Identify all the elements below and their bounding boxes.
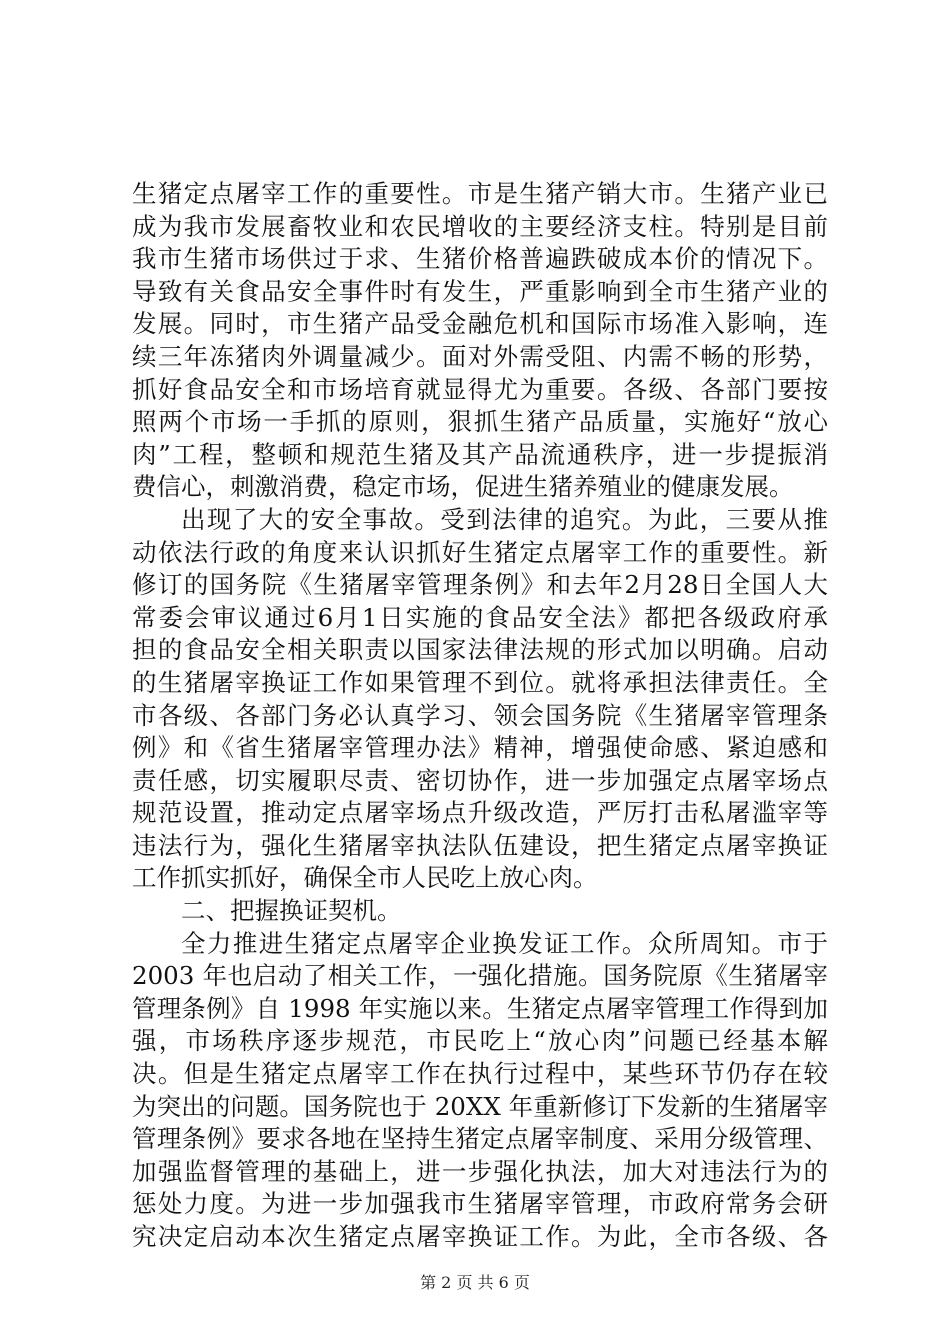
text-line: 动依法行政的角度来认识抓好生猪定点屠宰工作的重要性。新: [132, 537, 828, 567]
text-line: 肉”工程，整顿和规范生猪及其产品流通秩序，进一步提振消: [132, 439, 828, 469]
section-heading: [132, 895, 828, 928]
text-line: 发展。同时，市生猪产品受金融危机和国际市场准入影响，连: [132, 309, 828, 339]
text-line: 规范设置，推动定点屠宰场点升级改造，严厉打击私屠滥宰等: [132, 798, 828, 828]
text-line: 决。但是生猪定点屠宰工作在执行过程中，某些环节仍存在较: [132, 1059, 828, 1089]
text-line: 我市生猪市场供过于求、生猪价格普遍跌破成本价的情况下。: [132, 244, 828, 274]
text-line: 工作抓实抓好，确保全市人民吃上放心肉。: [132, 863, 598, 893]
text-line: 违法行为，强化生猪屠宰执法队伍建设，把生猪定点屠宰换证: [132, 830, 828, 860]
text-line: 担的食品安全相关职责以国家法律法规的形式加以明确。启动: [132, 635, 828, 665]
text-line: 2003 年也启动了相关工作，一强化措施。国务院原《生猪屠宰: [132, 961, 828, 991]
text-line: 导致有关食品安全事件时有发生，严重影响到全市生猪产业的: [132, 276, 828, 306]
text-line: 修订的国务院《生猪屠宰管理条例》和去年2月28日全国人大: [132, 570, 828, 600]
page-number-footer: 第 2 页 共 6 页: [420, 1273, 530, 1292]
text-line: 出现了大的安全事故。受到法律的追究。为此，三要从推: [181, 504, 828, 534]
text-line: 的生猪屠宰换证工作如果管理不到位。就将承担法律责任。全: [132, 667, 828, 697]
text-line: 生猪定点屠宰工作的重要性。市是生猪产销大市。生猪产业已: [132, 179, 828, 208]
text-line: 成为我市发展畜牧业和农民增收的主要经济支柱。特别是目前: [132, 211, 828, 241]
text-line: 市各级、各部门务必认真学习、领会国务院《生猪屠宰管理条: [132, 700, 828, 730]
text-line: 例》和《省生猪屠宰管理办法》精神，增强使命感、紧迫感和: [132, 733, 828, 763]
text-line: 强，市场秩序逐步规范，市民吃上“放心肉”问题已经基本解: [132, 1026, 828, 1056]
paragraph-1: [132, 178, 828, 504]
text-line: 照两个市场一手抓的原则，狠抓生猪产品质量，实施好“放心: [132, 407, 828, 437]
document-body: [132, 178, 828, 1254]
text-line: 费信心，刺激消费，稳定市场，促进生猪养殖业的健康发展。: [132, 472, 794, 502]
paragraph-2: [132, 504, 828, 895]
text-line: 续三年冻猪肉外调量减少。面对外需受阻、内需不畅的形势，: [132, 341, 828, 371]
text-line: 惩处力度。为进一步加强我市生猪屠宰管理，市政府常务会研: [132, 1189, 828, 1219]
paragraph-3: [132, 928, 828, 1254]
text-line: 管理条例》自 1998 年实施以来。生猪定点屠宰管理工作得到加: [132, 993, 828, 1023]
text-line: 责任感，切实履职尽责、密切协作，进一步加强定点屠宰场点: [132, 765, 828, 795]
text-line: 为突出的问题。国务院也于 20XX 年重新修订下发新的生猪屠宰: [132, 1091, 828, 1121]
text-line: 管理条例》要求各地在坚持生猪定点屠宰制度、采用分级管理、: [132, 1124, 828, 1154]
heading-line: 二、把握换证契机。: [181, 896, 402, 926]
text-line: 抓好食品安全和市场培育就显得尤为重要。各级、各部门要按: [132, 374, 828, 404]
text-line: 加强监督管理的基础上，进一步强化执法，加大对违法行为的: [132, 1156, 828, 1186]
text-line: 常委会审议通过6月1日实施的食品安全法》都把各级政府承: [132, 602, 828, 632]
text-line: 究决定启动本次生猪定点屠宰换证工作。为此，全市各级、各: [132, 1222, 828, 1251]
text-line: 全力推进生猪定点屠宰企业换发证工作。众所周知。市于: [181, 928, 828, 958]
